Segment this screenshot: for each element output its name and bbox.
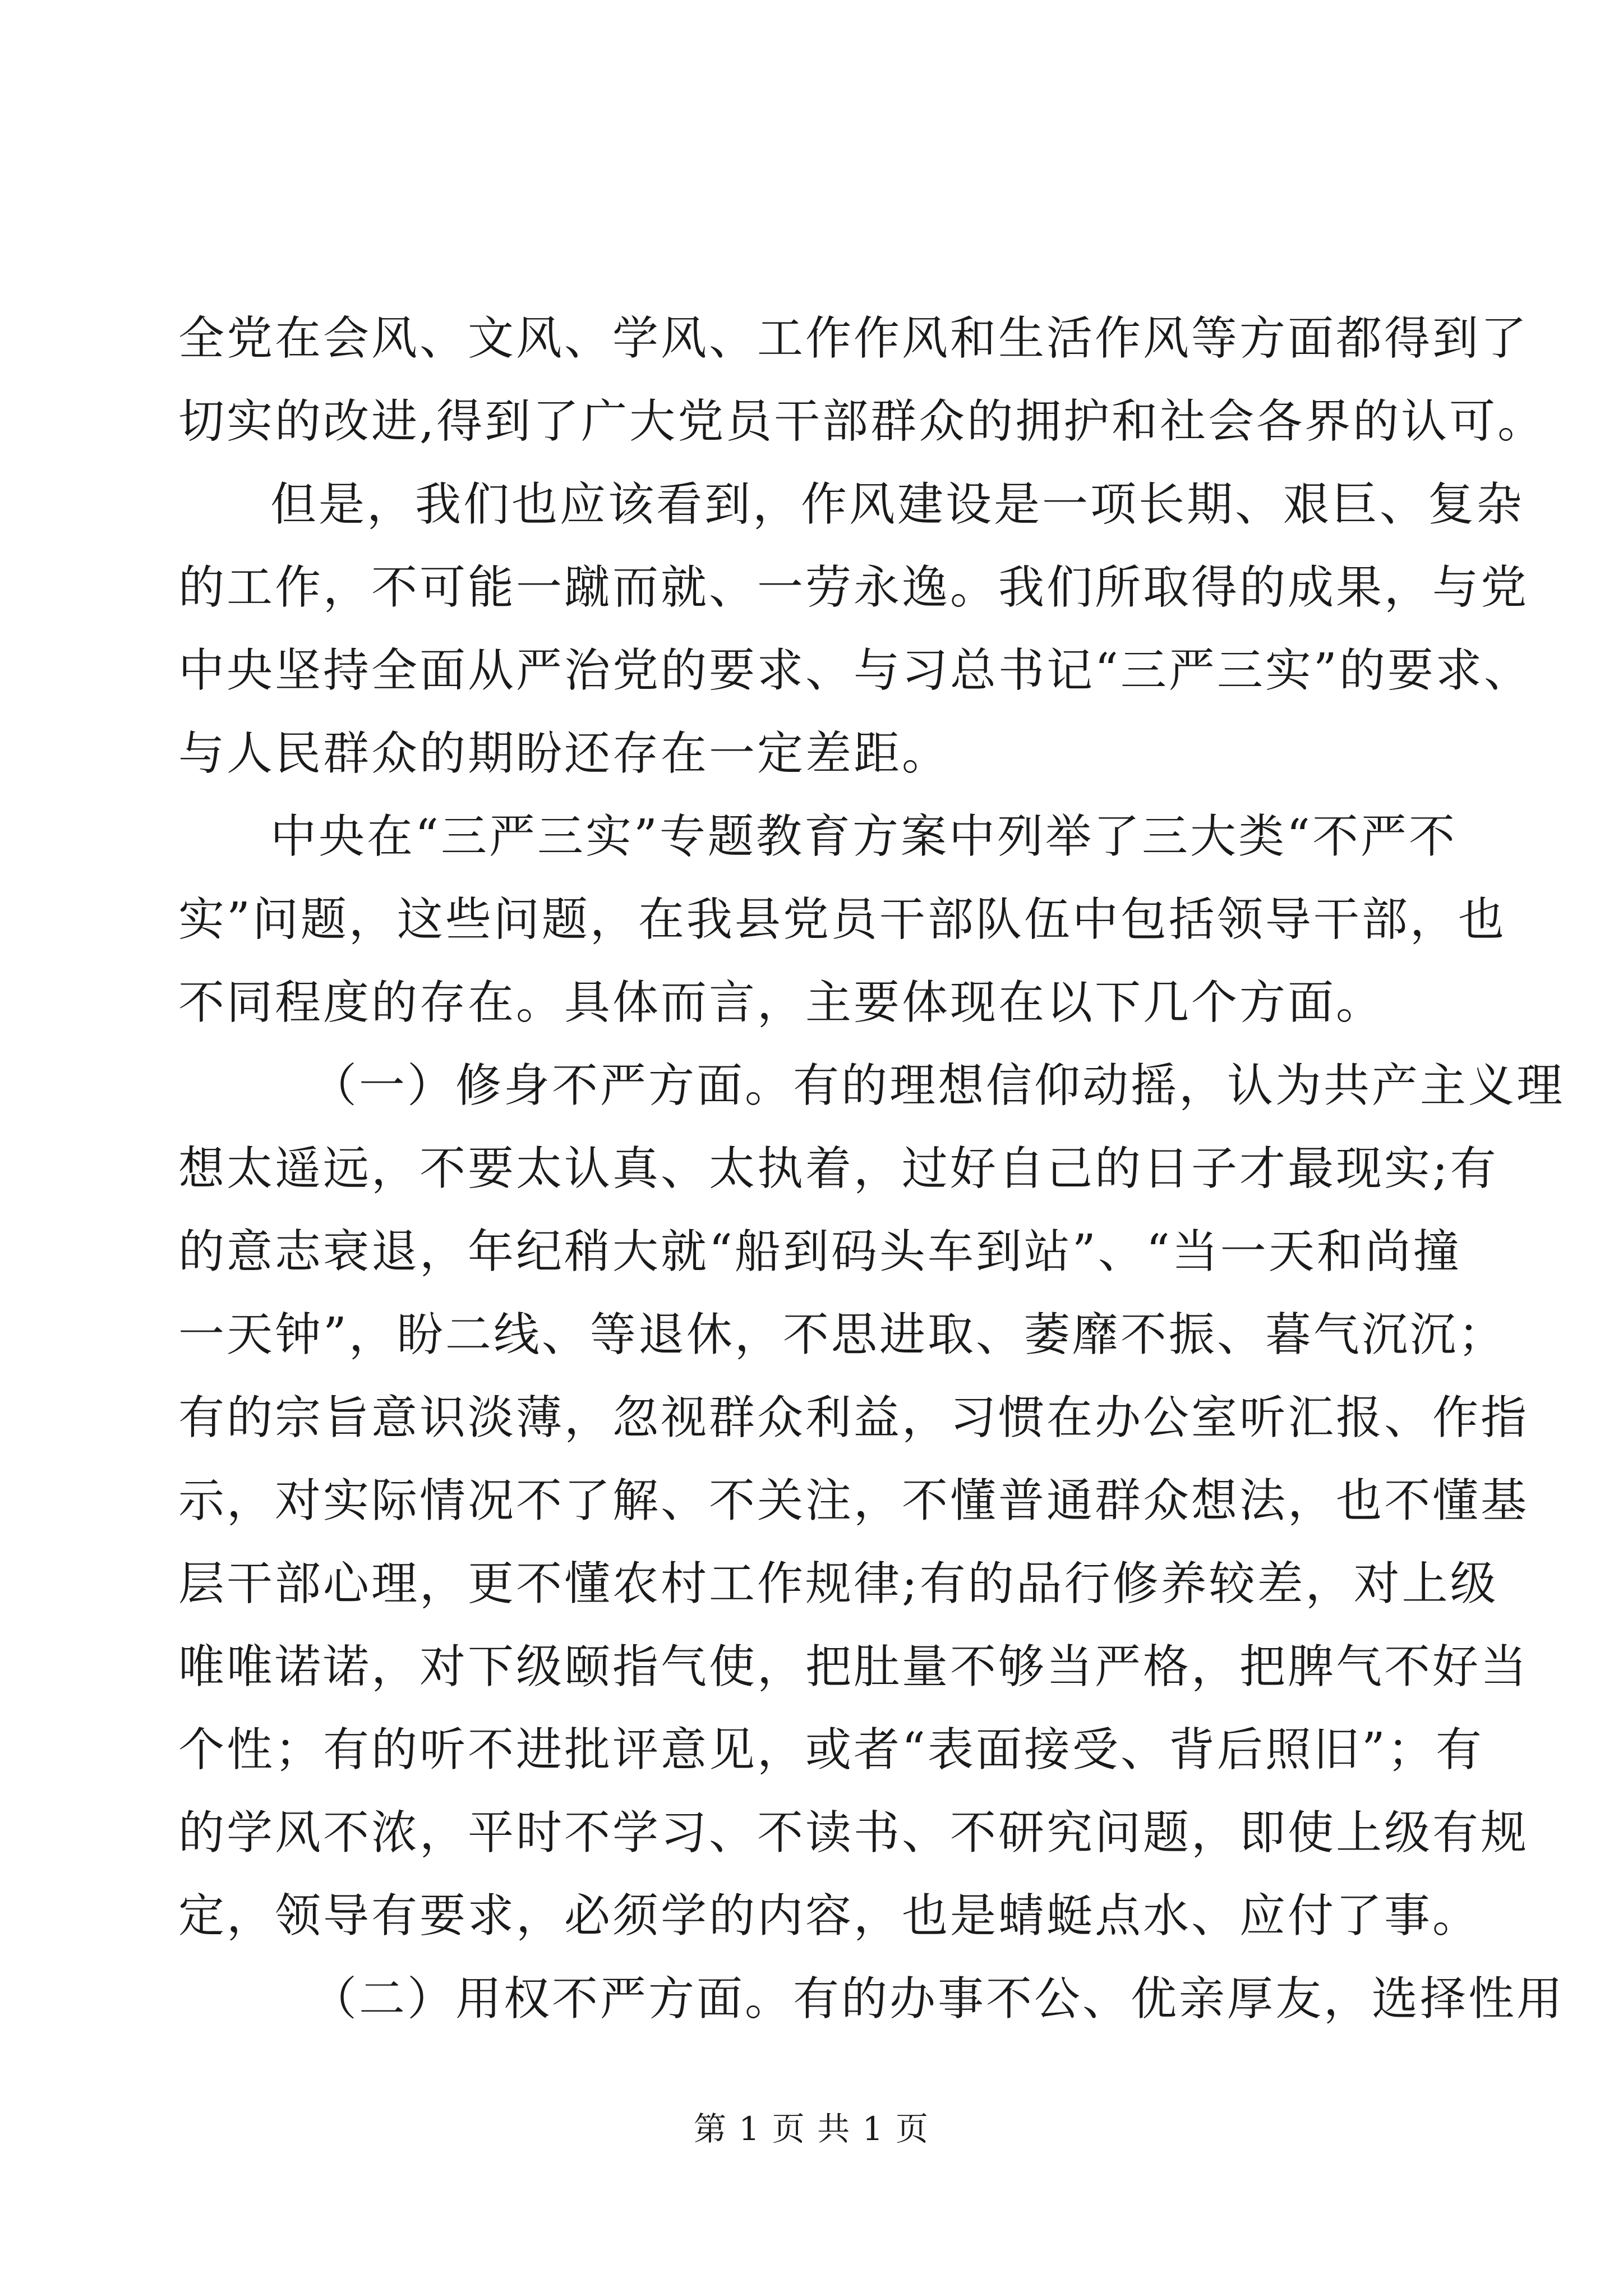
- text-line: 中央在“三严三实”专题教育方案中列举了三大类“不严不: [270, 810, 1457, 863]
- text-line: 层干部心理，更不懂农村工作规律;有的品行修养较差，对上级: [178, 1557, 1498, 1611]
- text-line: 有的宗旨意识淡薄，忽视群众利益，习惯在办公室听汇报、作指: [178, 1391, 1529, 1444]
- page-footer: [0, 2102, 1623, 2150]
- text-line: （一）修身不严方面。有的理想信仰动摇，认为共产主义理: [311, 1059, 1565, 1112]
- text-line: 的工作，不可能一蹴而就、一劳永逸。我们所取得的成果，与党: [178, 561, 1529, 614]
- paragraph-4: [178, 1045, 1565, 1958]
- paragraph-1: [178, 297, 1546, 463]
- text-line: 一天钟”，盼二线、等退休，不思进取、萎靡不振、暮气沉沉；: [178, 1308, 1506, 1361]
- text-line: 想太遥远，不要太认真、太执着，过好自己的日子才最现实;有: [178, 1142, 1498, 1195]
- text-line: 全党在会风、文风、学风、工作作风和生活作风等方面都得到了: [178, 312, 1529, 365]
- paragraph-2: [178, 463, 1532, 795]
- text-line: 与人民群众的期盼还存在一定差距。: [178, 727, 951, 780]
- paragraph-3: [178, 795, 1506, 1045]
- text-line: 但是，我们也应该看到，作风建设是一项长期、艰巨、复杂: [270, 478, 1525, 531]
- text-line: 实”问题，这些问题，在我县党员干部队伍中包括领导干部，也: [178, 893, 1506, 946]
- page-number-label: 第 1 页 共 1 页: [694, 2110, 929, 2148]
- text-line: 切实的改进,得到了广大党员干部群众的拥护和社会各界的认可。: [178, 395, 1546, 448]
- text-line: 唯唯诺诺，对下级颐指气使，把肚量不够当严格，把脾气不好当: [178, 1640, 1529, 1694]
- text-line: （二）用权不严方面。有的办事不公、优亲厚友，选择性用: [311, 1972, 1565, 2026]
- paragraph-5: [178, 1958, 1565, 2041]
- text-line: 不同程度的存在。具体而言，主要体现在以下几个方面。: [178, 976, 1385, 1029]
- text-line: 定，领导有要求，必须学的内容，也是蜻蜓点水、应付了事。: [178, 1889, 1481, 1943]
- text-line: 个性；有的听不进批评意见，或者“表面接受、背后照旧”；有: [178, 1723, 1484, 1777]
- text-line: 中央坚持全面从严治党的要求、与习总书记“三严三实”的要求、: [178, 644, 1532, 697]
- text-line: 的学风不浓，平时不学习、不读书、不研究问题，即使上级有规: [178, 1806, 1529, 1860]
- text-line: 示，对实际情况不了解、不关注，不懂普通群众想法，也不懂基: [178, 1474, 1529, 1527]
- document-body: [178, 297, 1565, 2041]
- text-line: 的意志衰退，年纪稍大就“船到码头车到站”、“当一天和尚撞: [178, 1225, 1461, 1278]
